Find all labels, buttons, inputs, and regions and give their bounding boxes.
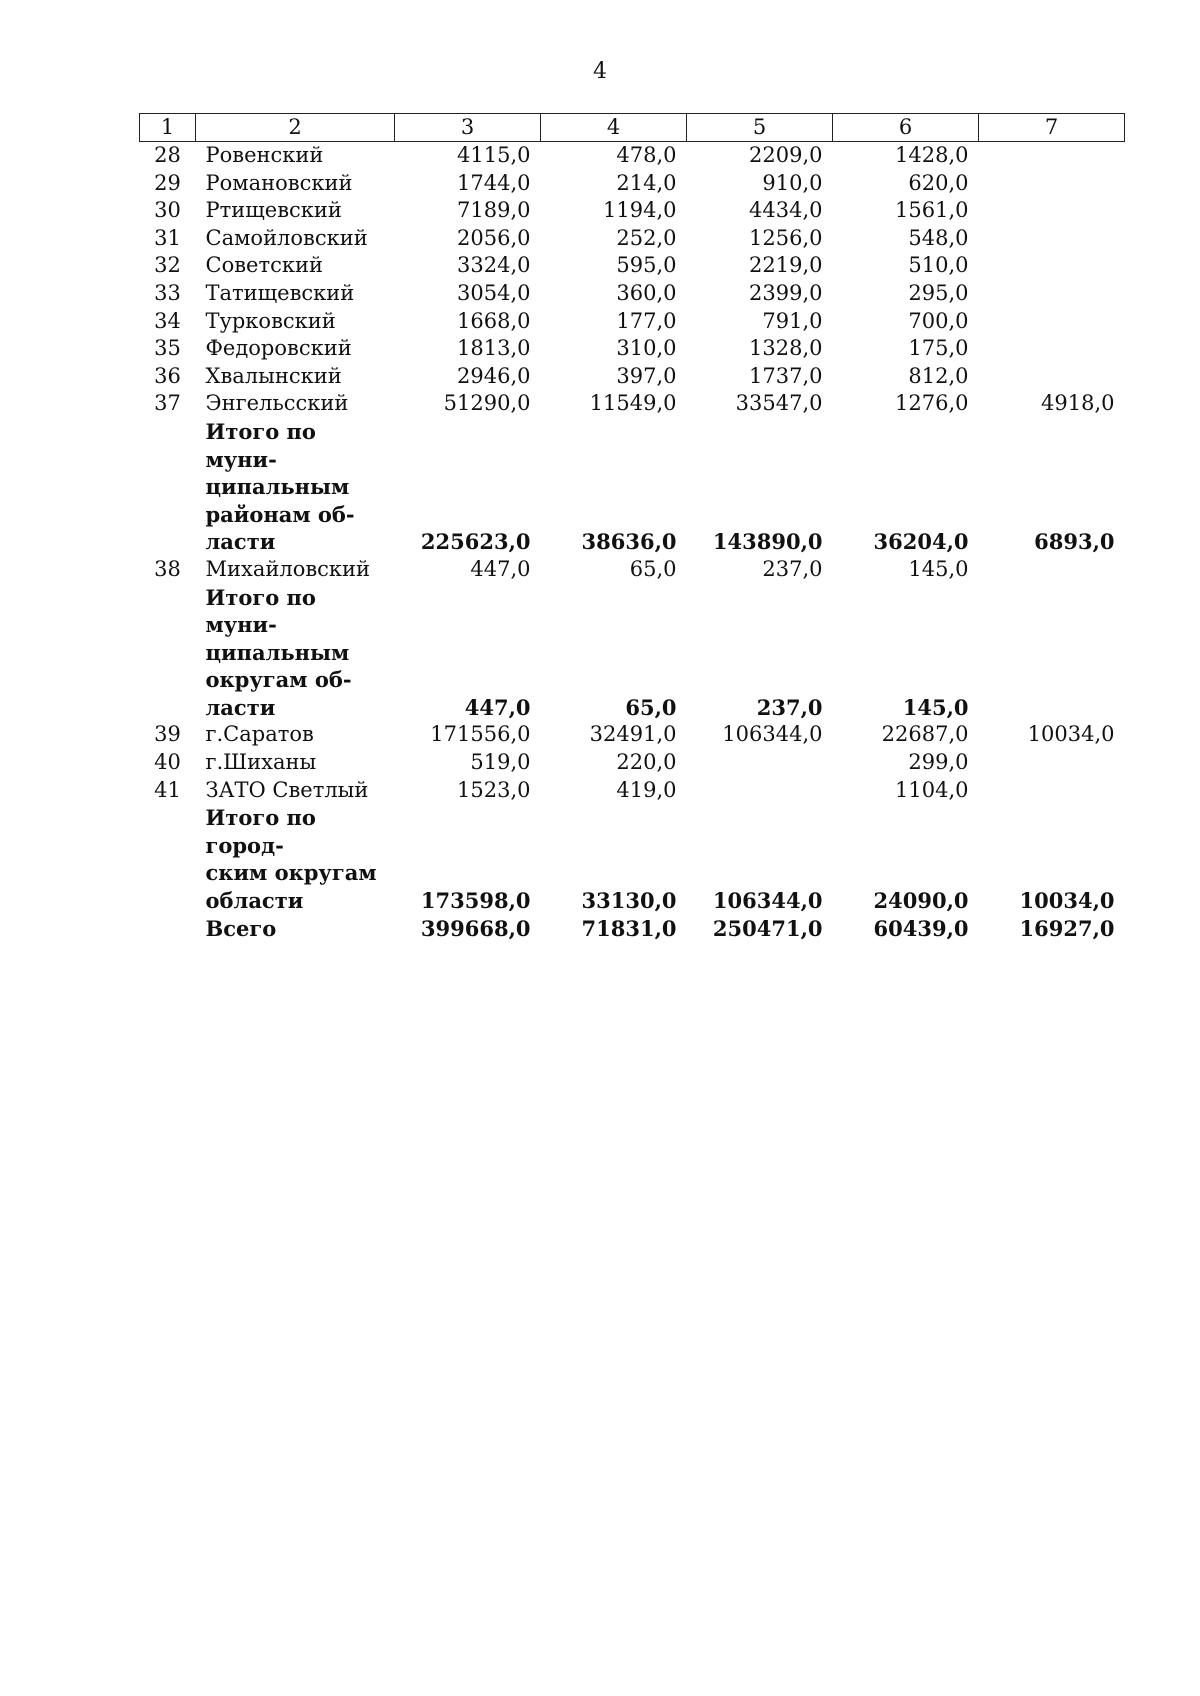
district-name-cell xyxy=(196,418,395,556)
value-cell-6: 1276,0 xyxy=(895,391,969,416)
value-cell-7 xyxy=(979,584,1125,722)
value-cell-7 xyxy=(979,142,1125,170)
district-name-cell: Самойловский xyxy=(205,225,368,250)
value-cell-5 xyxy=(687,749,833,777)
value-cell-4: 310,0 xyxy=(616,336,677,361)
value-cell-6: 620,0 xyxy=(908,170,969,195)
value-cell-4: 478,0 xyxy=(616,143,677,167)
value-cell-5: 237,0 xyxy=(762,556,823,581)
value-cell-4: 1194,0 xyxy=(603,198,677,223)
row-number-cell: 41 xyxy=(154,777,181,802)
value-cell-3: 2056,0 xyxy=(457,225,531,250)
row-number-cell: 31 xyxy=(154,225,181,250)
value-cell-7: 10034,0 xyxy=(1019,888,1115,914)
table-header xyxy=(140,114,1125,142)
header-cell-2: 2 xyxy=(196,114,395,142)
table-row xyxy=(140,556,1125,584)
data-table xyxy=(139,113,1125,942)
value-cell-7 xyxy=(979,335,1125,363)
value-cell-4: 33130,0 xyxy=(581,888,677,914)
value-cell-4: 397,0 xyxy=(616,363,677,388)
value-cell-3: 173598,0 xyxy=(420,888,531,914)
value-cell-4: 595,0 xyxy=(616,253,677,278)
value-cell-6: 36204,0 xyxy=(873,529,969,555)
row-number-cell xyxy=(140,804,196,914)
district-name-cell: г.Шиханы xyxy=(205,750,317,775)
value-cell-5: 1737,0 xyxy=(749,363,823,388)
value-cell-6: 60439,0 xyxy=(873,915,969,941)
value-cell-3: 1523,0 xyxy=(457,777,531,802)
table-row xyxy=(140,335,1125,363)
value-cell-5: 250471,0 xyxy=(712,915,823,941)
table-row xyxy=(140,280,1125,308)
value-cell-3: 399668,0 xyxy=(420,915,531,941)
value-cell-7 xyxy=(979,252,1125,280)
district-name-cell: Романовский xyxy=(205,170,353,195)
district-name-cell xyxy=(196,804,395,914)
value-cell-6: 145,0 xyxy=(902,694,969,720)
header-cell-1: 1 xyxy=(140,114,196,142)
district-name-cell: Энгельсский xyxy=(205,391,349,416)
row-number-cell: 29 xyxy=(154,170,181,195)
header-cell-3: 3 xyxy=(395,114,541,142)
value-cell-4: 32491,0 xyxy=(589,722,677,747)
value-cell-3: 4115,0 xyxy=(457,143,531,167)
name-line: ласти xyxy=(205,529,276,555)
total-row xyxy=(140,584,1125,722)
value-cell-3: 171556,0 xyxy=(430,722,531,747)
value-cell-5: 2219,0 xyxy=(749,253,823,278)
name-line: округам об- xyxy=(205,667,352,693)
value-cell-7: 16927,0 xyxy=(1019,915,1115,941)
district-name-cell xyxy=(196,584,395,722)
name-line: Всего xyxy=(205,915,277,941)
value-cell-6: 1561,0 xyxy=(895,198,969,223)
value-cell-6: 1428,0 xyxy=(895,143,969,167)
value-cell-4: 11549,0 xyxy=(589,391,677,416)
row-number-cell: 36 xyxy=(154,363,181,388)
table-row xyxy=(140,777,1125,805)
table-row xyxy=(140,225,1125,253)
header-cell-6: 6 xyxy=(833,114,979,142)
row-number-cell: 33 xyxy=(154,280,181,305)
district-name-cell: Турковский xyxy=(205,308,336,333)
value-cell-7 xyxy=(979,225,1125,253)
value-cell-7 xyxy=(979,363,1125,391)
name-line: ласти xyxy=(205,694,276,720)
value-cell-7: 10034,0 xyxy=(1027,722,1115,747)
header-cell-5: 5 xyxy=(687,114,833,142)
header-row xyxy=(140,114,1125,142)
value-cell-5: 4434,0 xyxy=(749,198,823,223)
name-line: области xyxy=(205,888,304,914)
name-line: Итого по город- xyxy=(205,805,316,858)
row-number-cell: 39 xyxy=(154,722,181,747)
value-cell-4: 214,0 xyxy=(616,170,677,195)
value-cell-4: 220,0 xyxy=(616,750,677,775)
value-cell-3: 1744,0 xyxy=(457,170,531,195)
value-cell-3: 1813,0 xyxy=(457,336,531,361)
value-cell-4: 65,0 xyxy=(625,694,677,720)
value-cell-4: 177,0 xyxy=(616,308,677,333)
row-number-cell: 30 xyxy=(154,198,181,223)
value-cell-5: 106344,0 xyxy=(712,888,823,914)
table-row xyxy=(140,170,1125,198)
district-name-cell: Ртищевский xyxy=(205,198,342,223)
row-number-cell: 35 xyxy=(154,336,181,361)
district-name-cell: ЗАТО Светлый xyxy=(205,777,369,802)
district-name-cell xyxy=(196,915,395,943)
value-cell-6: 295,0 xyxy=(908,280,969,305)
value-cell-4: 419,0 xyxy=(616,777,677,802)
value-cell-7 xyxy=(979,308,1125,336)
row-number-cell: 38 xyxy=(154,556,181,581)
district-name-cell: г.Саратов xyxy=(205,722,314,747)
name-line: ципальным xyxy=(205,474,350,500)
value-cell-7 xyxy=(979,749,1125,777)
name-line: Итого по муни- xyxy=(205,584,316,638)
district-name-cell: Хвалынский xyxy=(205,363,342,388)
table-row xyxy=(140,721,1125,749)
value-cell-3: 51290,0 xyxy=(443,391,531,416)
table-body xyxy=(140,142,1125,943)
row-number-cell: 37 xyxy=(154,391,181,416)
table-row xyxy=(140,142,1125,170)
value-cell-5: 143890,0 xyxy=(712,529,823,555)
header-cell-4: 4 xyxy=(541,114,687,142)
value-cell-3: 225623,0 xyxy=(420,529,531,555)
value-cell-6: 1104,0 xyxy=(895,777,969,802)
value-cell-7 xyxy=(979,197,1125,225)
total-row xyxy=(140,804,1125,914)
district-name-cell: Татищевский xyxy=(205,280,355,305)
table-row xyxy=(140,252,1125,280)
value-cell-6: 548,0 xyxy=(908,225,969,250)
value-cell-6: 510,0 xyxy=(908,253,969,278)
value-cell-4: 38636,0 xyxy=(581,529,677,555)
value-cell-3: 3054,0 xyxy=(457,280,531,305)
value-cell-5: 1256,0 xyxy=(749,225,823,250)
value-cell-7: 4918,0 xyxy=(1041,391,1115,416)
value-cell-6: 175,0 xyxy=(908,336,969,361)
value-cell-7: 6893,0 xyxy=(1034,529,1115,555)
row-number-cell xyxy=(140,418,196,556)
row-number-cell: 34 xyxy=(154,308,181,333)
row-number-cell: 40 xyxy=(154,750,181,775)
value-cell-3: 3324,0 xyxy=(457,253,531,278)
value-cell-5: 791,0 xyxy=(762,308,823,333)
total-row xyxy=(140,915,1125,943)
table-row xyxy=(140,363,1125,391)
value-cell-3: 447,0 xyxy=(464,694,531,720)
name-line: ципальным xyxy=(205,639,350,665)
value-cell-3: 447,0 xyxy=(470,556,531,581)
row-number-cell: 32 xyxy=(154,253,181,278)
value-cell-4: 252,0 xyxy=(616,225,677,250)
value-cell-3: 2946,0 xyxy=(457,363,531,388)
value-cell-4: 71831,0 xyxy=(581,915,677,941)
table-row xyxy=(140,197,1125,225)
value-cell-3: 1668,0 xyxy=(457,308,531,333)
value-cell-5: 33547,0 xyxy=(735,391,823,416)
value-cell-3: 7189,0 xyxy=(457,198,531,223)
name-line: Итого по муни- xyxy=(205,418,316,472)
total-row xyxy=(140,418,1125,556)
value-cell-7 xyxy=(979,280,1125,308)
district-name-cell: Советский xyxy=(205,253,323,278)
value-cell-3: 519,0 xyxy=(470,750,531,775)
row-number-cell: 28 xyxy=(154,143,181,167)
value-cell-5: 106344,0 xyxy=(722,722,823,747)
table-row xyxy=(140,308,1125,336)
value-cell-7 xyxy=(979,556,1125,584)
value-cell-5 xyxy=(687,777,833,805)
value-cell-6: 145,0 xyxy=(908,556,969,581)
value-cell-5: 1328,0 xyxy=(749,336,823,361)
value-cell-6: 22687,0 xyxy=(881,722,969,747)
district-name-cell: Ровенский xyxy=(205,143,324,167)
table-row xyxy=(140,390,1125,418)
value-cell-6: 299,0 xyxy=(908,750,969,775)
value-cell-7 xyxy=(979,777,1125,805)
value-cell-5: 2399,0 xyxy=(749,280,823,305)
row-number-cell xyxy=(140,915,196,943)
value-cell-6: 24090,0 xyxy=(873,888,969,914)
value-cell-4: 360,0 xyxy=(616,280,677,305)
district-name-cell: Михайловский xyxy=(205,556,371,581)
value-cell-5: 237,0 xyxy=(756,694,823,720)
name-line: районам об- xyxy=(205,501,355,527)
row-number-cell xyxy=(140,584,196,722)
page-number: 4 xyxy=(593,59,607,84)
value-cell-5: 910,0 xyxy=(762,170,823,195)
value-cell-7 xyxy=(979,170,1125,198)
value-cell-4: 65,0 xyxy=(629,556,677,581)
value-cell-5: 2209,0 xyxy=(749,143,823,167)
value-cell-6: 812,0 xyxy=(908,363,969,388)
table-row xyxy=(140,749,1125,777)
name-line: ским округам xyxy=(205,860,377,886)
header-cell-7: 7 xyxy=(979,114,1125,142)
district-name-cell: Федоровский xyxy=(205,336,352,361)
value-cell-6: 700,0 xyxy=(908,308,969,333)
